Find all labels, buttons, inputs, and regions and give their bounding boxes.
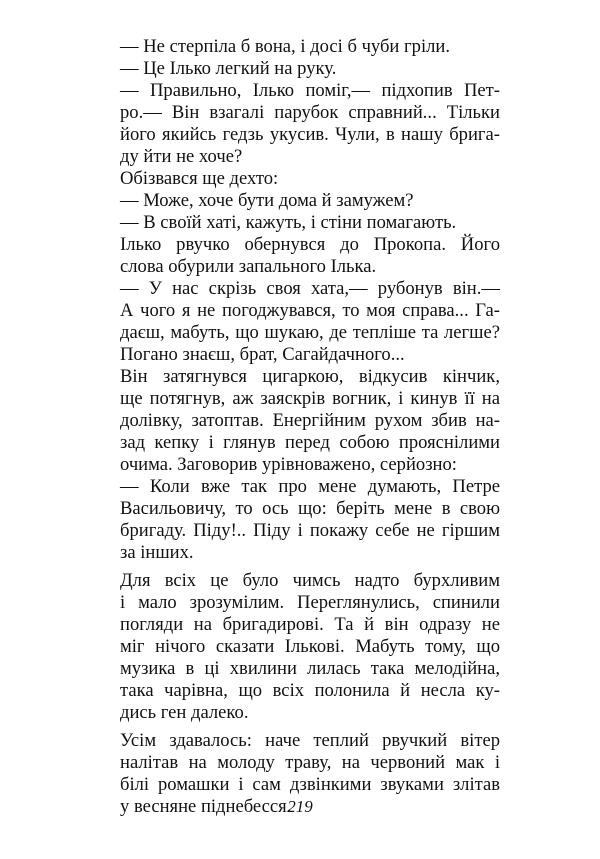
page-text xyxy=(100,36,500,818)
text-line: Ілько рвучко обернувся до Прокопа. Його xyxy=(120,234,500,255)
paragraph-6 xyxy=(100,212,500,234)
text-line: бригаду. Піду!.. Піду і покажу себе не гіршим xyxy=(120,520,500,541)
text-line: очима. Заговорив урівноважено, серйозно: xyxy=(120,454,457,475)
text-line: дись ген далеко. xyxy=(120,702,249,723)
text-line: Він затягнувся цигаркою, відкусив кінчик, xyxy=(120,366,500,387)
text-line: даєш, мабуть, що шукаю, де тепліше та легше? xyxy=(120,322,500,343)
text-line: — Правильно, Ілько поміг,— підхопив Пет- xyxy=(120,80,500,101)
paragraph-5 xyxy=(100,190,500,212)
text-line: Васильовичу, то ось що: беріть мене в свою xyxy=(120,498,500,519)
paragraph-4 xyxy=(100,168,500,190)
text-line: така чарівна, що всіх полонила й несла ку- xyxy=(120,680,500,701)
text-line: за інших. xyxy=(120,542,194,563)
text-line: у весняне піднебесся. xyxy=(120,796,292,817)
paragraph-2 xyxy=(100,58,500,80)
text-line: ду йти не хоче? xyxy=(120,146,243,167)
paragraph-3 xyxy=(100,80,500,168)
text-line: Обізвався ще дехто: xyxy=(120,168,279,189)
text-line: його якийсь гедзь укусив. Чули, в нашу брига- xyxy=(120,124,500,145)
text-line: долівку, затоптав. Енергійним рухом збив на- xyxy=(120,410,500,431)
text-line: — В своїй хаті, кажуть, і стіни помагають. xyxy=(120,212,457,233)
text-line: ро.— Він взагалі парубок справний... Тільки xyxy=(120,102,500,123)
text-line: — У нас скрізь своя хата,— рубонув він.— xyxy=(120,278,500,299)
text-line: слова обурили запального Ілька. xyxy=(120,256,377,277)
text-line: Усім здавалось: наче теплий рвучкий вітер xyxy=(120,730,500,751)
text-line: — Це Ілько легкий на руку. xyxy=(120,58,337,79)
text-line: і мало зрозумілим. Переглянулись, спинили xyxy=(120,592,500,613)
paragraph-10 xyxy=(100,476,500,564)
text-line: зад кепку і глянув перед собою прояснілими xyxy=(120,432,500,453)
text-line: міг нічого сказати Ількові. Мабуть тому, що xyxy=(120,636,500,657)
text-line: — Не стерпіла б вона, і досі б чуби гріли. xyxy=(120,36,450,57)
text-line: погляди на бригадирові. Та й він одразу не xyxy=(120,614,500,635)
text-line: налітав на молоду траву, на червоний мак і xyxy=(120,752,500,773)
text-line: музика в ці хвилини лилась така мелодійна, xyxy=(120,658,500,679)
text-line: Для всіх це було чимсь надто бурхливим xyxy=(120,570,500,591)
page-number: 219 xyxy=(287,797,313,816)
text-line: А чого я не погоджувався, то моя справа... Га- xyxy=(120,300,500,321)
text-line: — Коли вже так про мене думають, Петре xyxy=(120,476,500,497)
paragraph-1 xyxy=(100,36,500,58)
paragraph-7 xyxy=(100,234,500,278)
paragraph-8 xyxy=(100,278,500,366)
text-line: ще потягнув, аж заяскрів вогник, і кинув її на xyxy=(120,388,500,409)
text-line: Погано знаєш, брат, Сагайдачного... xyxy=(120,344,405,365)
paragraph-11 xyxy=(100,570,500,724)
text-line: білі ромашки і сам дзвінкими звуками злітав xyxy=(120,774,500,795)
paragraph-9 xyxy=(100,366,500,476)
text-line: — Може, хоче бути дома й замужем? xyxy=(120,190,414,211)
